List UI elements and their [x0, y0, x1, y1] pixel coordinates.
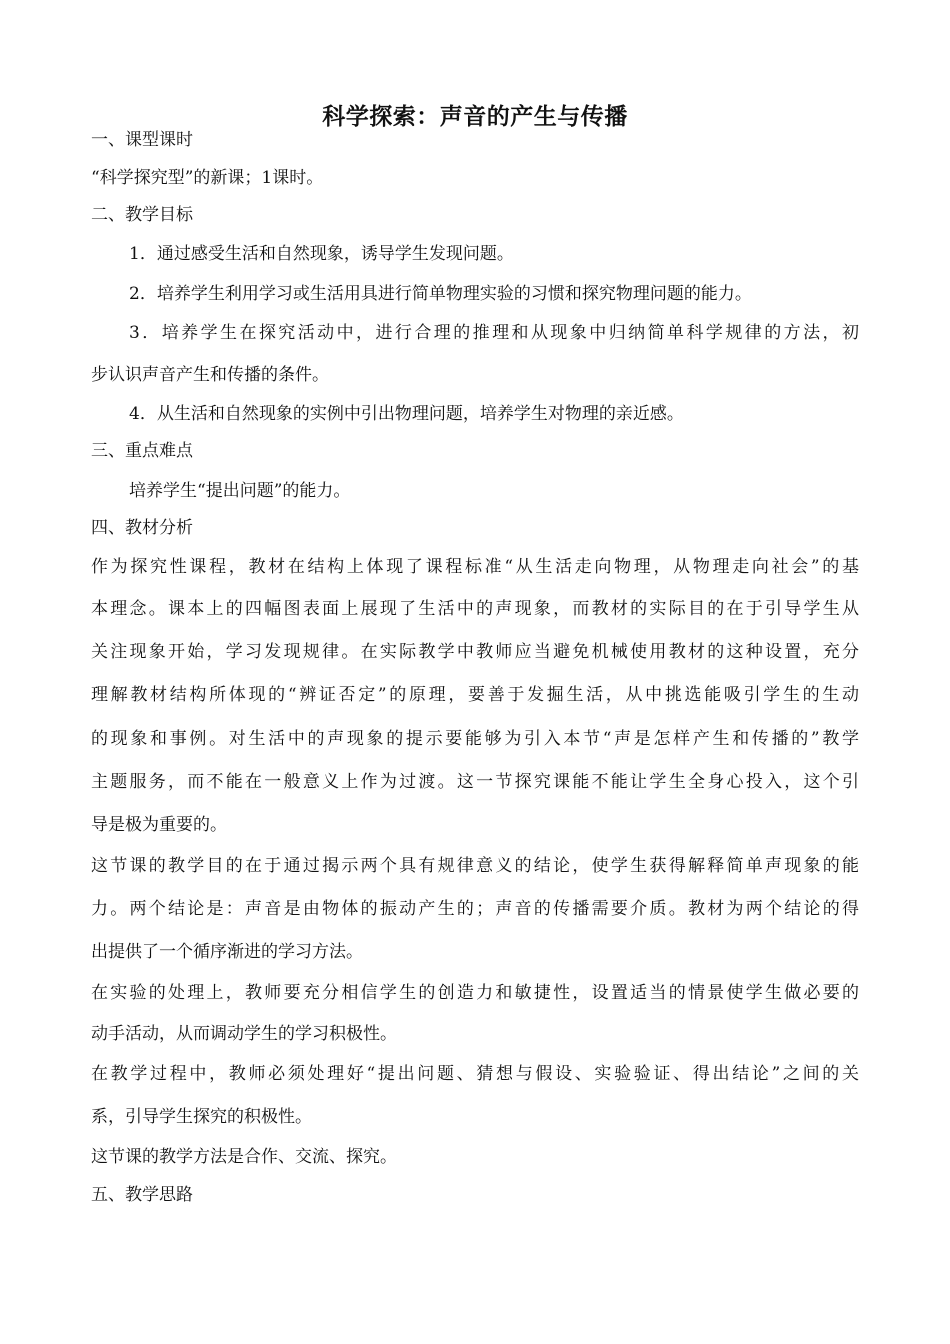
document-title: 科学探索：声音的产生与传播: [322, 103, 628, 130]
analysis-paragraph-1-line: 本理念。课本上的四幅图表面上展现了生活中的声现象，而教材的实际目的在于引导学生从: [91, 599, 859, 619]
analysis-paragraph-2-line: 出提供了一个循序渐进的学习方法。: [91, 942, 363, 962]
section-heading-key-points: 三、重点难点: [91, 441, 193, 461]
objective-item-1: 1．通过感受生活和自然现象，诱导学生发现问题。: [129, 244, 514, 264]
analysis-paragraph-2-line: 力。两个结论是：声音是由物体的振动产生的；声音的传播需要介质。教材为两个结论的得: [91, 899, 859, 919]
analysis-paragraph-1-line: 关注现象开始，学习发现规律。在实际教学中教师应当避免机械使用教材的这种设置，充分: [91, 642, 859, 662]
analysis-paragraph-2-line: 这节课的教学目的在于通过揭示两个具有规律意义的结论，使学生获得解释简单声现象的能: [91, 856, 859, 876]
section-heading-teaching-approach: 五、教学思路: [91, 1185, 193, 1205]
course-type-text: “科学探究型”的新课；1课时。: [91, 168, 324, 188]
analysis-paragraph-1-line: 的现象和事例。对生活中的声现象的提示要能够为引入本节“声是怎样产生和传播的”教学: [91, 729, 859, 749]
analysis-paragraph-1-line: 作为探究性课程，教材在结构上体现了课程标准“从生活走向物理，从物理走向社会”的基: [91, 557, 859, 577]
objective-item-3-line-2: 步认识声音产生和传播的条件。: [91, 365, 329, 385]
analysis-paragraph-1-line: 理解教材结构所体现的“辨证否定”的原理，要善于发掘生活，从中挑选能吸引学生的生动: [91, 685, 859, 705]
section-heading-objectives: 二、教学目标: [91, 205, 193, 225]
analysis-paragraph-1-line: 主题服务，而不能在一般意义上作为过渡。这一节探究课能不能让学生全身心投入，这个引: [91, 772, 859, 792]
objective-item-3-line-1: 3．培养学生在探究活动中，进行合理的推理和从现象中归纳简单科学规律的方法，初: [129, 323, 859, 343]
section-heading-course-type: 一、课型课时: [91, 130, 193, 150]
key-points-text: 培养学生“提出问题”的能力。: [129, 481, 351, 501]
section-heading-material-analysis: 四、教材分析: [91, 518, 193, 538]
analysis-paragraph-3-line: 在实验的处理上，教师要充分相信学生的创造力和敏捷性，设置适当的情景使学生做必要的: [91, 983, 859, 1003]
analysis-paragraph-5: 这节课的教学方法是合作、交流、探究。: [91, 1147, 397, 1167]
analysis-paragraph-3-line: 动手活动，从而调动学生的学习积极性。: [91, 1024, 397, 1044]
objective-item-2: 2．培养学生利用学习或生活用具进行简单物理实验的习惯和探究物理问题的能力。: [129, 284, 752, 304]
analysis-paragraph-1-line: 导是极为重要的。: [91, 815, 227, 835]
objective-item-4: 4．从生活和自然现象的实例中引出物理问题，培养学生对物理的亲近感。: [129, 404, 684, 424]
analysis-paragraph-4-line: 在教学过程中，教师必须处理好“提出问题、猜想与假设、实验验证、得出结论”之间的关: [91, 1064, 859, 1084]
analysis-paragraph-4-line: 系，引导学生探究的积极性。: [91, 1107, 312, 1127]
